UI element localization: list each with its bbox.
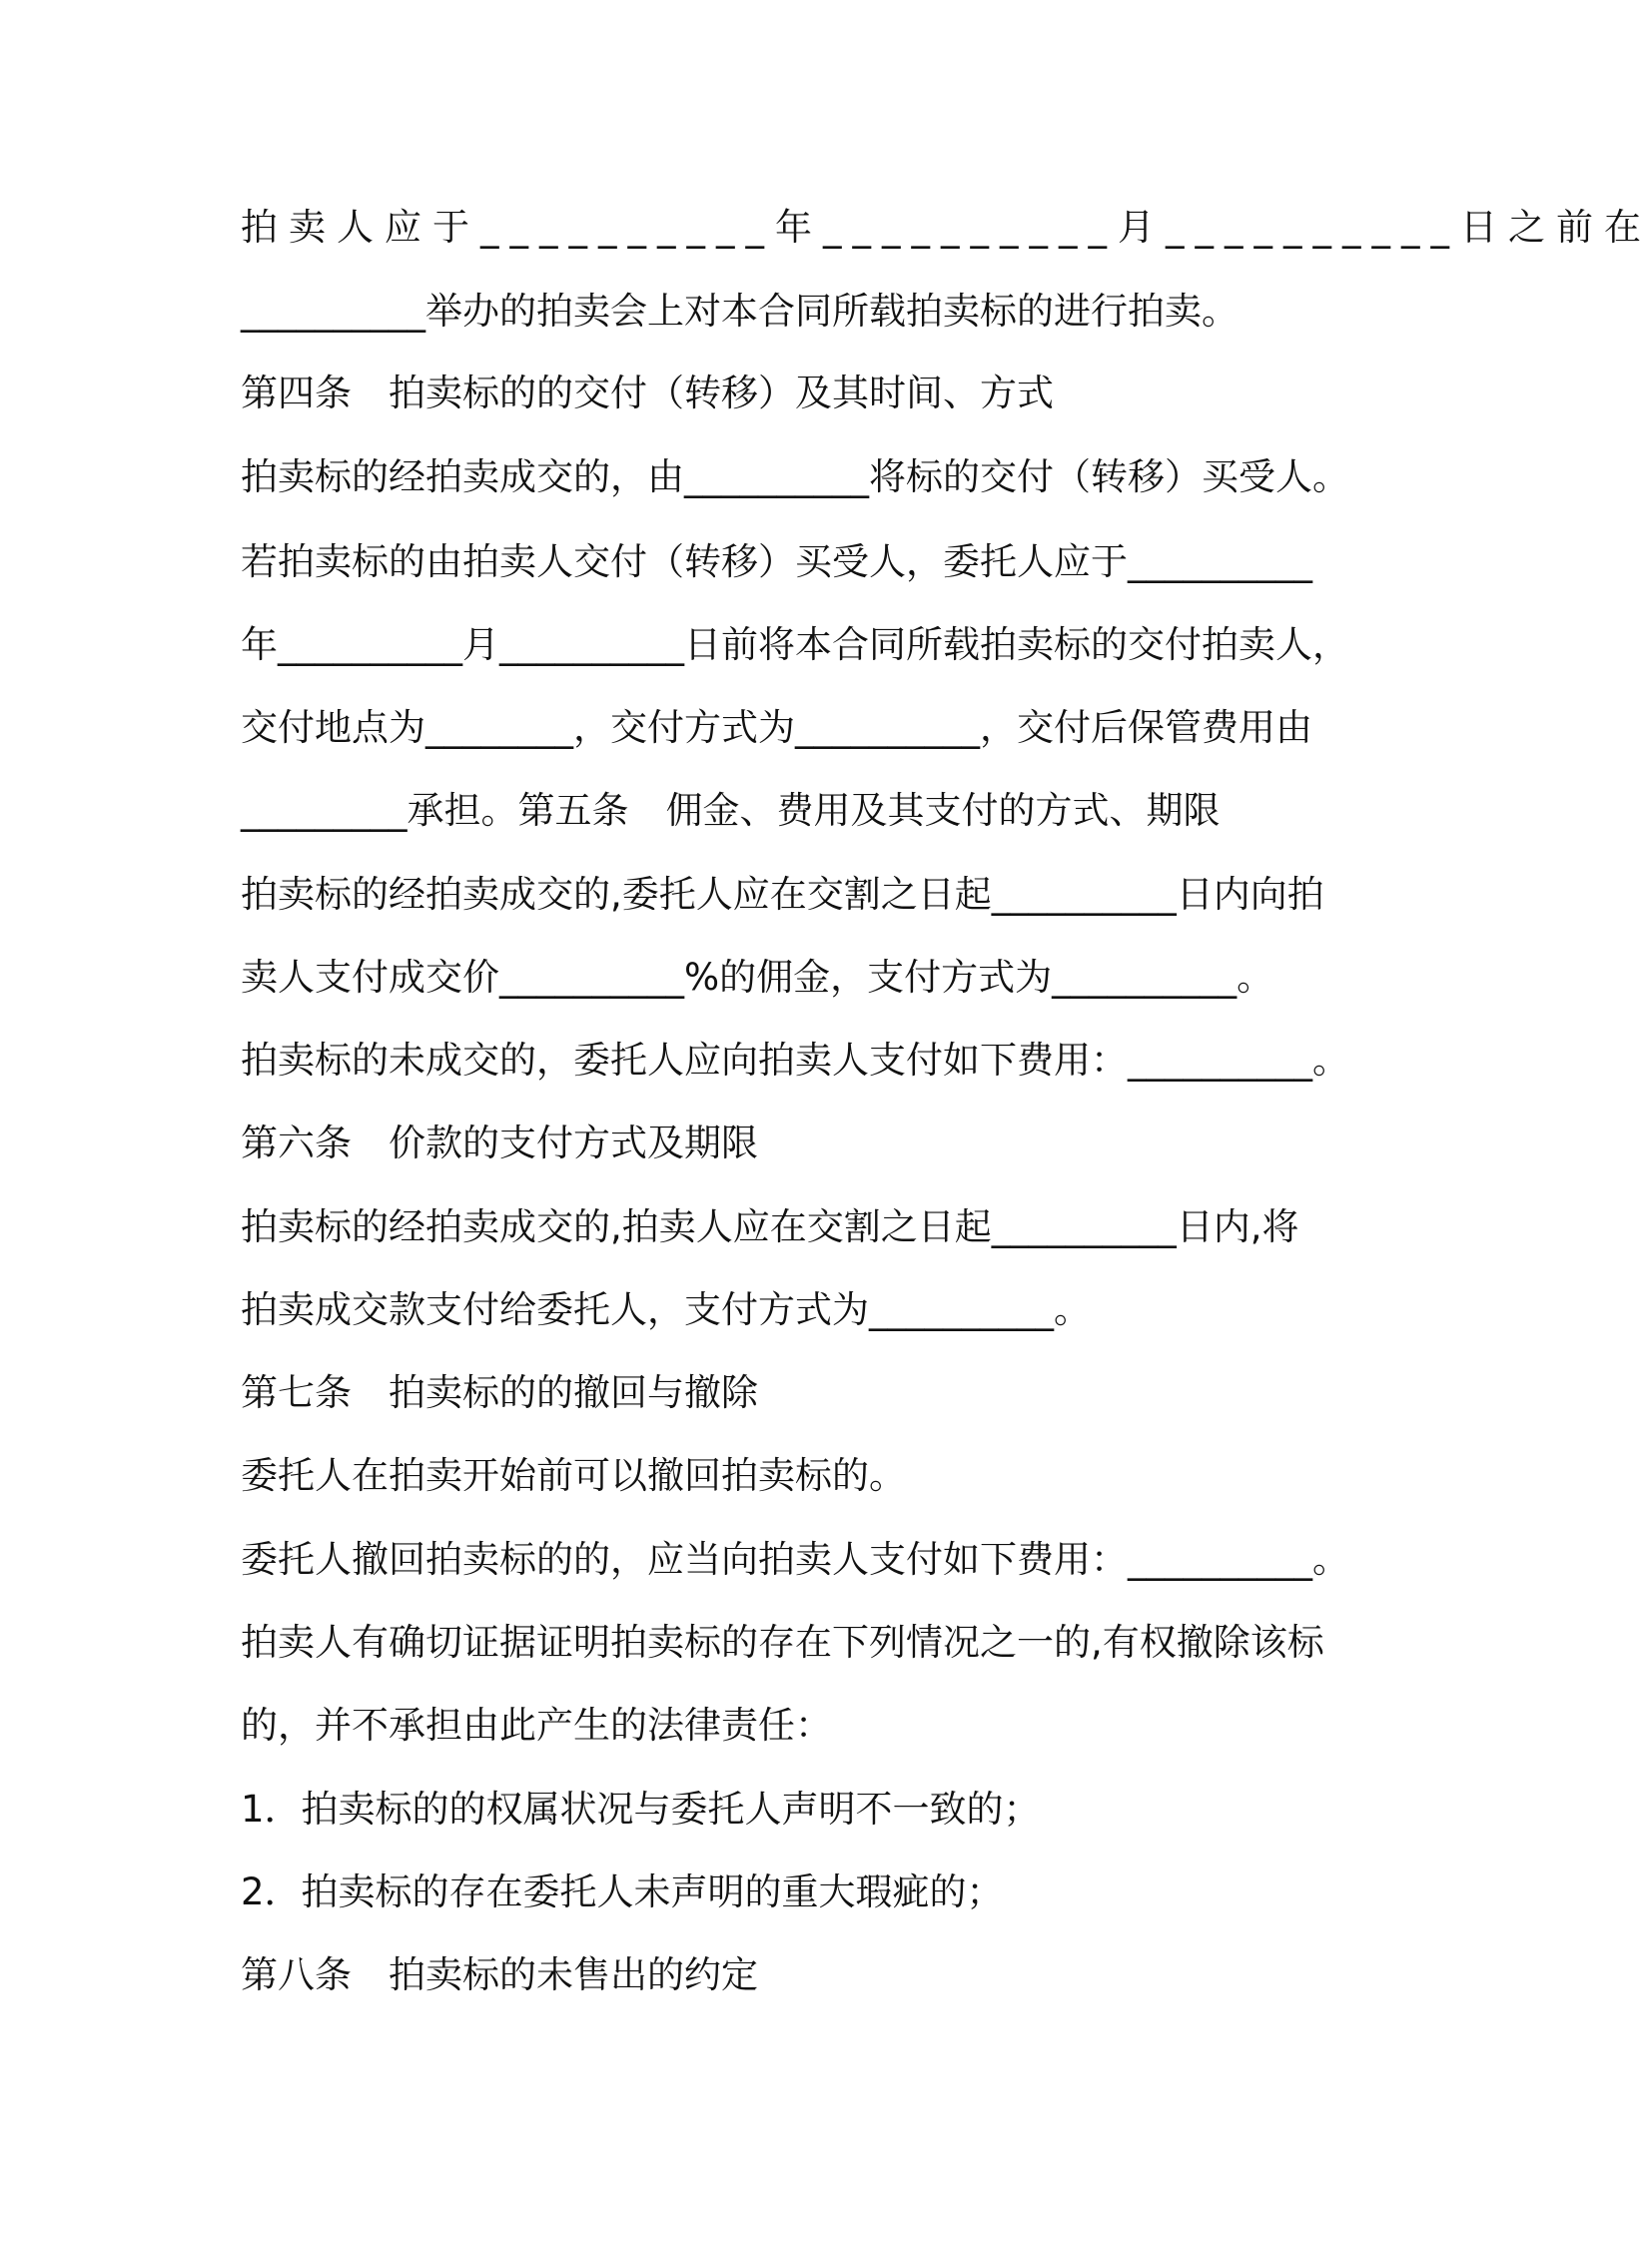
contract-line-4: 拍卖标的经拍卖成交的，由__________将标的交付（转移）买受人。 bbox=[241, 455, 1349, 498]
contract-line-5: 若拍卖标的由拍卖人交付（转移）买受人，委托人应于__________ bbox=[241, 540, 1312, 583]
contract-line-17: 委托人撤回拍卖标的的，应当向拍卖人支付如下费用：__________。 bbox=[241, 1538, 1349, 1581]
contract-line-6: 年__________月__________日前将本合同所载拍卖标的交付拍卖人， bbox=[241, 623, 1349, 666]
contract-line-8: _________承担。第五条 佣金、费用及其支付的方式、期限 bbox=[241, 789, 1221, 832]
contract-line-1: 拍卖人应于__________年__________月__________日之前在 bbox=[241, 206, 1652, 249]
list-item-2: 2．拍卖标的存在委托人未声明的重大瑕疵的； bbox=[241, 1870, 1004, 1913]
contract-line-16: 委托人在拍卖开始前可以撤回拍卖标的。 bbox=[241, 1454, 906, 1497]
section-heading-article-4: 第四条 拍卖标的的交付（转移）及其时间、方式 bbox=[241, 372, 1054, 414]
contract-line-14: 拍卖成交款支付给委托人，支付方式为__________。 bbox=[241, 1288, 1091, 1331]
contract-line-19: 的，并不承担由此产生的法律责任： bbox=[241, 1704, 832, 1747]
contract-line-13: 拍卖标的经拍卖成交的,拍卖人应在交割之日起__________日内,将 bbox=[241, 1205, 1299, 1248]
section-heading-article-7: 第七条 拍卖标的的撤回与撤除 bbox=[241, 1371, 758, 1414]
contract-line-10: 卖人支付成交价__________%的佣金，支付方式为__________。 bbox=[241, 956, 1274, 999]
contract-line-18: 拍卖人有确切证据证明拍卖标的存在下列情况之一的,有权撤除该标 bbox=[241, 1621, 1324, 1664]
contract-line-11: 拍卖标的未成交的，委托人应向拍卖人支付如下费用：__________。 bbox=[241, 1039, 1349, 1082]
section-heading-article-6: 第六条 价款的支付方式及期限 bbox=[241, 1121, 758, 1164]
section-heading-article-8: 第八条 拍卖标的未售出的约定 bbox=[241, 1953, 758, 1996]
contract-line-9: 拍卖标的经拍卖成交的,委托人应在交割之日起__________日内向拍 bbox=[241, 873, 1324, 916]
contract-line-7: 交付地点为________，交付方式为__________，交付后保管费用由 bbox=[241, 706, 1312, 749]
list-item-1: 1．拍卖标的的权属状况与委托人声明不一致的； bbox=[241, 1788, 1041, 1831]
contract-line-2: __________举办的拍卖会上对本合同所载拍卖标的进行拍卖。 bbox=[241, 290, 1239, 333]
